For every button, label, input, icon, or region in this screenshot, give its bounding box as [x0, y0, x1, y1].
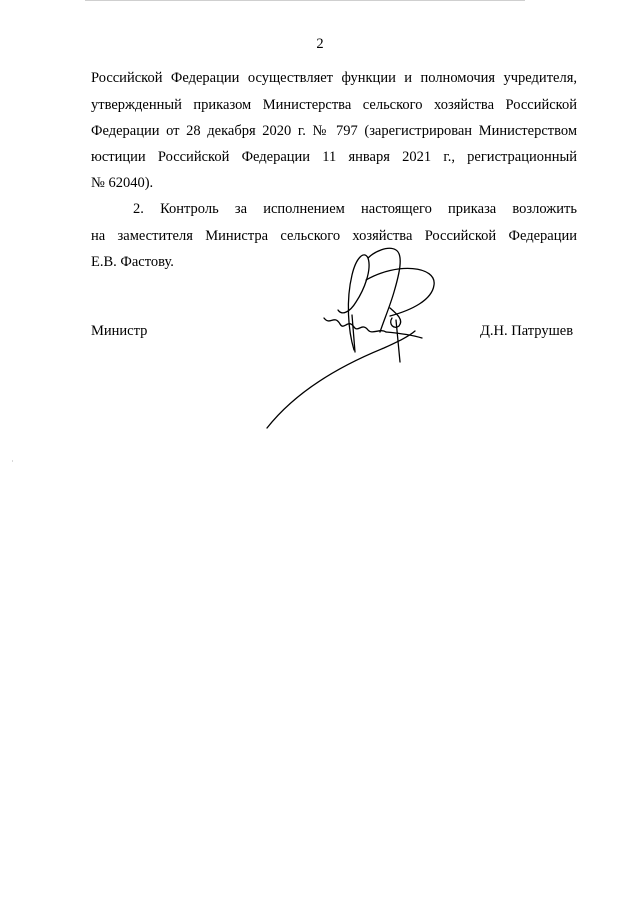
paragraph-line: Российской Федерации осуществляет функции и полномочия учредителя,	[91, 70, 577, 86]
signatory-name: Д.Н. Патрушев	[480, 323, 574, 339]
paragraph-line: Федерации от 28 декабря 2020 г. № 797 (зарегистрирован Министерством	[91, 123, 577, 139]
signatory-position: Министр	[91, 323, 148, 339]
paragraph-line: 2. Контроль за исполнением настоящего приказа возложить	[133, 201, 577, 217]
paragraph-line: на заместителя Министра сельского хозяйства Российской Федерации	[91, 228, 577, 244]
paragraph-line: юстиции Российской Федерации 11 января 2021 г., регистрационный	[91, 149, 577, 165]
paragraph-line: № 62040).	[91, 175, 154, 191]
scan-artifact	[12, 460, 13, 462]
scan-top-edge	[85, 0, 525, 1]
handwritten-signature	[262, 240, 442, 435]
paragraph-line: утвержденный приказом Министерства сельского хозяйства Российской	[91, 97, 577, 113]
paragraph-line: Е.В. Фастову.	[91, 254, 174, 270]
page-number: 2	[316, 36, 324, 52]
